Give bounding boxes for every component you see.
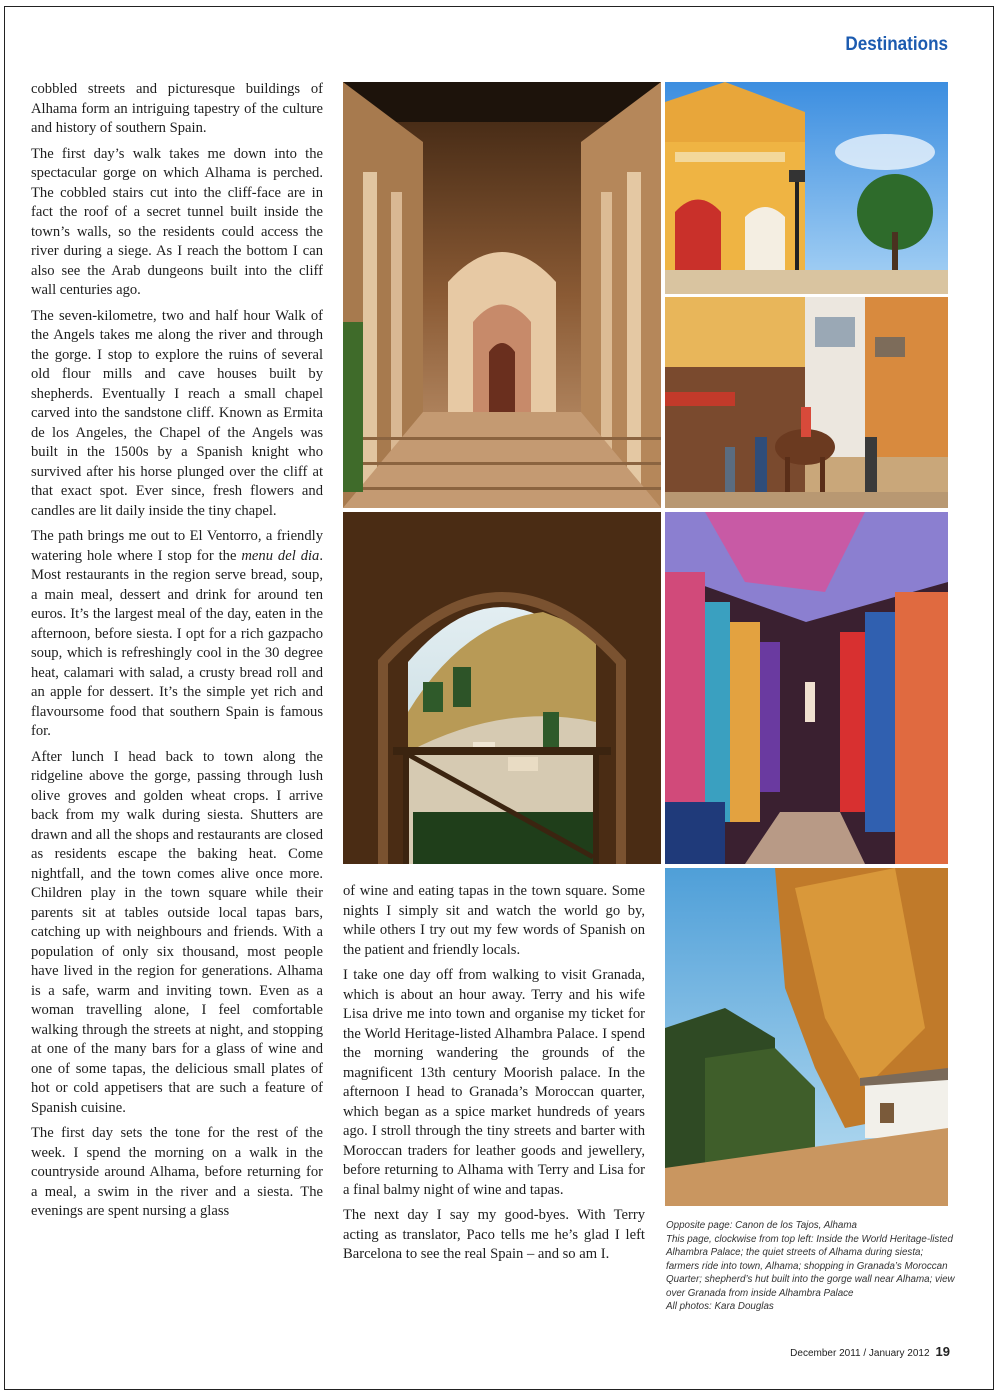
paragraph: The first day sets the tone for the rest of the week. I spend the morning on a walk in the countryside around Alhama, before returning for a meal, a swim in the river and a siesta. The evenings are spent nursing a glass [31, 1125, 323, 1219]
left-text-column [31, 80, 323, 1228]
photo-view-over-granada [343, 512, 661, 864]
paragraph: After lunch I head back to town along the ridgeline above the gorge, passing through lush olive groves and golden wheat crops. I arrive back from my walk during siesta. Shutters are drawn and all the shops and restaurants are closed as residents escape the baking heat. Come nightfall, and the town comes alive once more. Children play in the town square while their parents sit at tables outside local tapas bars, catching up with neighbours and friends. With a population of only six thousand, most people have lived in the region for generations. Alhama is a safe, warm and inviting town. Even as a woman travelling alone, I feel comfortable walking through the streets at night, and stopping at one of the many bars for a glass of wine and one of some tapas, the delicious small plates of hot or cold appetisers that are such a feature of Spanish cuisine. [31, 748, 323, 1116]
caption-line: Opposite page: Canon de los Tajos, Alhama [666, 1220, 857, 1231]
section-title: Destinations [845, 34, 948, 55]
paragraph: cobbled streets and picturesque buildings of Alhama form an intriguing tapestry of the culture and history of southern Spain. [31, 81, 323, 136]
middle-text-column [343, 882, 645, 1271]
photo-caption [666, 1219, 956, 1314]
photo-credit: All photos: Kara Douglas [666, 1301, 774, 1312]
paragraph: The next day I say my good-byes. With Terry acting as translator, Paco tells me he’s glad I left Barcelona to see the real Spain – and so am I. [343, 1207, 645, 1262]
text-run: . Most restaurants in the region serve bread, soup, a main meal, dessert and drink for around ten euros. It’s the largest meal of the day, eaten in the afternoon, before siesta. I opt for a rich gazpacho soup, which is refreshingly cool in the 30 degree heat, calamari with salad, a crusty bread roll and an apple for dessert. It’s the simple yet rich and flavoursome food that southern Spain is famous for. [31, 547, 323, 739]
paragraph [31, 527, 323, 742]
photo-alhambra-arcade [343, 82, 661, 508]
paragraph: of wine and eating tapas in the town square. Some nights I simply sit and watch the world go by, while others I try out my few words of Spanish on the patient and friendly locals. [343, 883, 645, 958]
photo-shepherds-hut-gorge [665, 868, 948, 1206]
paragraph: The seven-kilometre, two and half hour Walk of the Angels takes me along the river and through the gorge. I stop to explore the ruins of several old flour mills and cave houses built by shepherds. Eventually I reach a small chapel carved into the sandstone cliff. Known as Ermita de los Angeles, the Chapel of the Angels was built in the 1500s by a Spanish knight who survived after his horse plunged over the cliff at that exact spot. Ever since, fresh flowers and candles are lit daily inside the tiny chapel. [31, 307, 323, 519]
text-run: The path brings me out to El Ventorro, a friendly watering hole where I stop for the [31, 528, 323, 564]
issue-date: December 2011 / January 2012 [790, 1348, 930, 1359]
photo-farmers-ride-into-town [665, 297, 948, 508]
paragraph: I take one day off from walking to visit Granada, which is about an hour away. Terry and his wife Lisa drive me into town and organise my ticket for the World Heritage-listed Alhambra Palace. I spend the morning wandering the grounds of the magnificent 13th century Moorish palace. In the afternoon I head to Granada’s Moroccan quarter, which began as a spice market hundreds of years ago. I stroll through the tiny streets and barter with Moroccan traders for leather goods and jewellery, before returning to Alhama with Terry and Lisa for a final balmy night of wine and tapas. [343, 967, 645, 1198]
page-number: 19 [935, 1344, 950, 1359]
italic-phrase: menu del dia [241, 547, 320, 564]
page-footer [790, 1344, 950, 1359]
paragraph: The first day’s walk takes me down into the spectacular gorge on which Alhama is perched. The cobbled stairs cut into the cliff-face are in fact the roof of a secret tunnel built inside the town’s walls, so the residents could access the river during a siege. As I reach the bottom I can also see the Arab dungeons built into the cliff wall centuries ago. [31, 145, 323, 298]
photo-moroccan-quarter [665, 512, 948, 864]
caption-line: This page, clockwise from top left: Inside the World Heritage-listed Alhambra Palace; the quiet streets of Alhama during siesta; farmers ride into town, Alhama; shopping in Granada’s Moroccan Quarter; shepherd’s hut built into the gorge wall near Alhama; view over Granada from inside Alhambra Palace [666, 1233, 955, 1299]
photo-quiet-streets-alhama [665, 82, 948, 294]
